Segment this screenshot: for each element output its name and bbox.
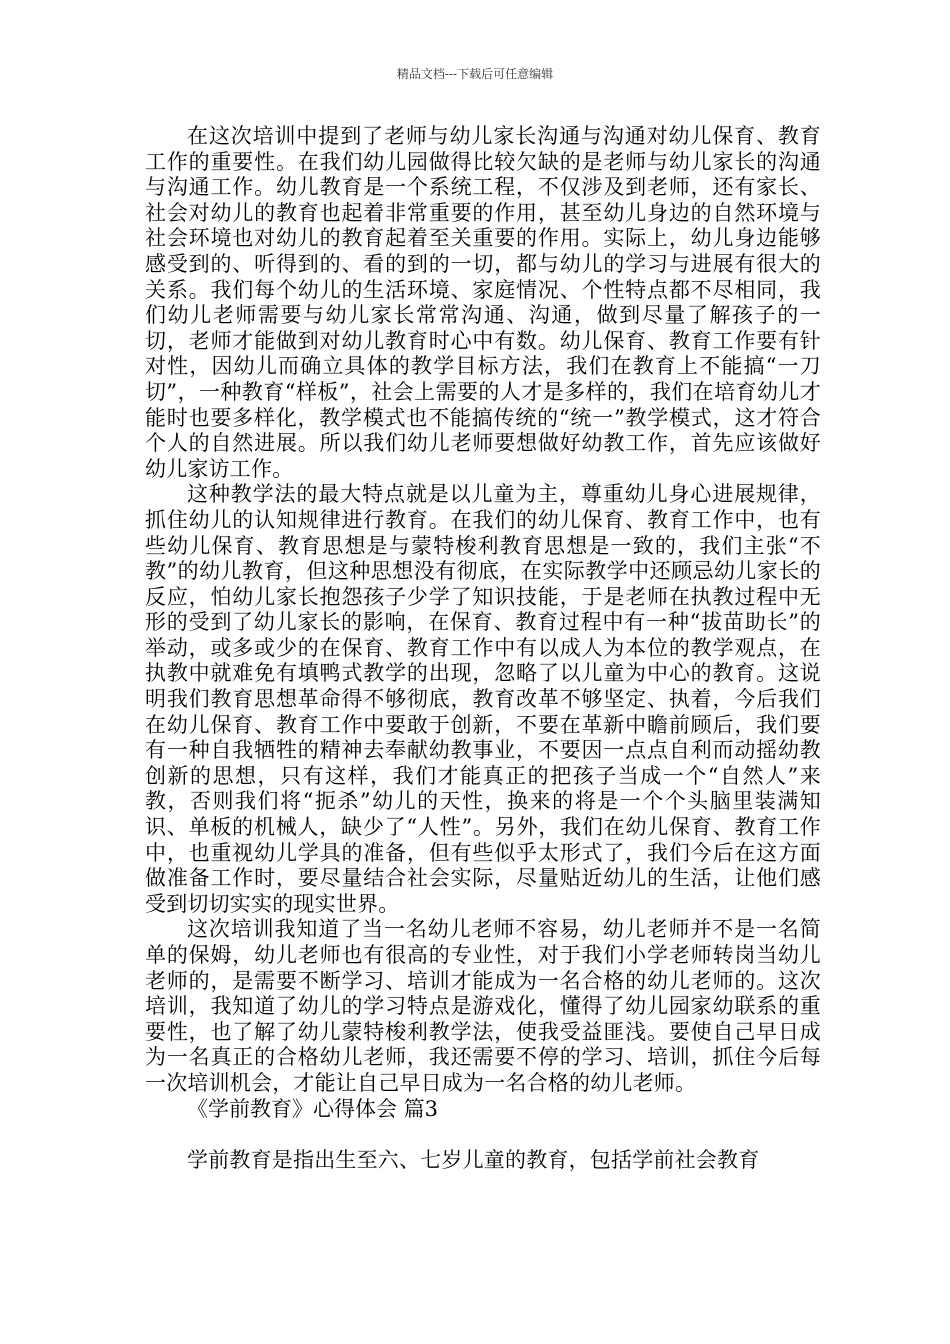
paragraph-montessori: 这种教学法的最大特点就是以儿童为主，尊重幼儿身心进展规律，抓住幼儿的认知规律进行教育。在我们的幼儿保育、教育工作中，也有些幼儿保育、教育思想是与蒙特梭利教育思想是一致的，我们主张“不教”的幼儿教育，但这种思想没有彻底，在实际教学中还顾忌幼儿家长的反应，怕幼儿家长抱怨孩子少学了知识技能，于是老师在执教过程中无形的受到了幼儿家长的影响，在保育、教育过程中有一种“拔苗助长”的举动，或多或少的在保育、教育工作中有以成人为本位的教学观点，在执教中就难免有填鸭式教学的出现，忽略了以儿童为中心的教育。这说明我们教育思想革命得不够彻底，教育改革不够坚定、执着，今后我们在幼儿保育、教育工作中要敢于创新，不要在革新中瞻前顾后，我们要有一种自我牺牲的精神去奉献幼教事业，不要因一点点自利而动摇幼教创新的思想，只有这样，我们才能真正的把孩子当成一个“自然人”来教，否则我们将“扼杀”幼儿的天性，换来的将是一个个头脑里装满知识、单板的机械人，缺少了“人性”。另外，我们在幼儿保育、教育工作中，也重视幼儿学具的准备，但有些似乎太形式了，我们今后在这方面做准备工作时，要尽量结合社会实际，尽量贴近幼儿的生活，让他们感受到切切实实的现实世界。 — [145, 482, 821, 916]
section-heading: 《学前教育》心得体会 篇3 — [187, 1096, 439, 1121]
paragraph-communication: 在这次培训中提到了老师与幼儿家长沟通与沟通对幼儿保育、教育工作的重要性。在我们幼儿园做得比较欠缺的是老师与幼儿家长的沟通与沟通工作。幼儿教育是一个系统工程，不仅涉及到老师，还有家长、社会对幼儿的教育也起着非常重要的作用，甚至幼儿身边的自然环境与社会环境也对幼儿的教育起着至关重要的作用。实际上，幼儿身边能够感受到的、听得到的、看的到的一切，都与幼儿的学习与进展有很大的关系。我们每个幼儿的生活环境、家庭情况、个性特点都不尽相同，我们幼儿老师需要与幼儿家长常常沟通、沟通，做到尽量了解孩子的一切，老师才能做到对幼儿教育时心中有数。幼儿保育、教育工作要有针对性，因幼儿而确立具体的教学目标方法，我们在教育上不能搞“一刀切”，一种教育“样板”，社会上需要的人才是多样的，我们在培育幼儿才能时也要多样化，教学模式也不能搞传统的“统一”教学模式，这才符合个人的自然进展。所以我们幼儿老师要想做好幼教工作，首先应该做好幼儿家访工作。 — [145, 124, 821, 481]
page-header: 精品文档---下载后可任意编辑 — [396, 67, 554, 81]
paragraph-preschool-definition: 学前教育是指出生至六、七岁儿童的教育，包括学前社会教育 — [187, 1147, 760, 1172]
document-body — [145, 124, 821, 1173]
paragraph-training-summary: 这次培训我知道了当一名幼儿老师不容易，幼儿老师并不是一名简单的保姆，幼儿老师也有很高的专业性，对于我们小学老师转岗当幼儿老师的，是需要不断学习、培训才能成为一名合格的幼儿老师的。这次培训，我知道了幼儿的学习特点是游戏化，懂得了幼儿园家幼联系的重要性，也了解了幼儿蒙特梭利教学法，使我受益匪浅。要使自己早日成为一名真正的合格幼儿老师，我还需要不停的学习、培训，抓住今后每一次培训机会，才能让自己早日成为一名合格的幼儿老师。 — [145, 917, 821, 1095]
